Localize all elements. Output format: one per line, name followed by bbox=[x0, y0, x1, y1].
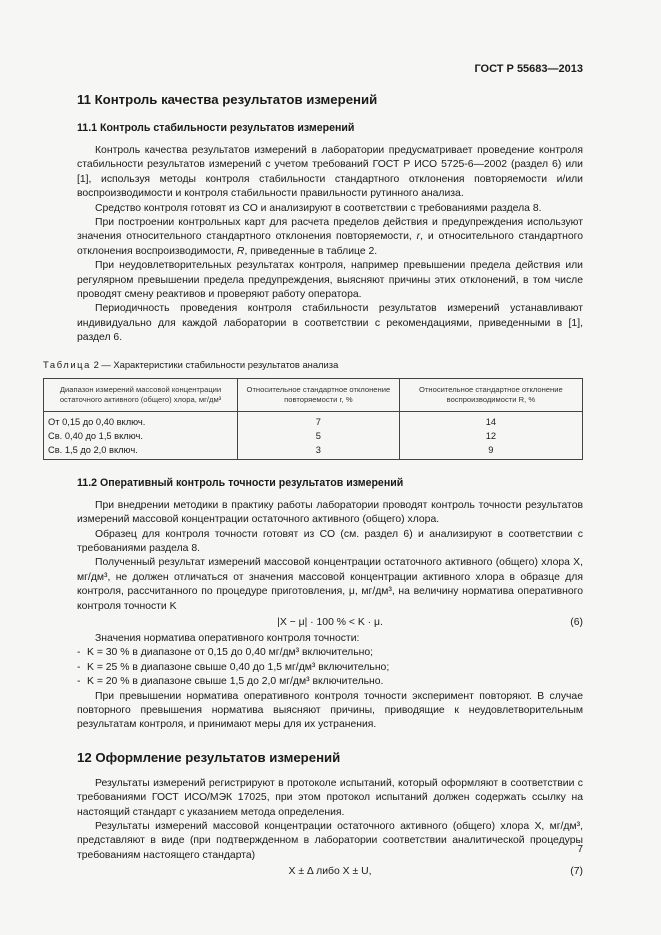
table-cell: 7 bbox=[238, 411, 400, 429]
paragraph: Образец для контроля точности готовят из СО (см. раздел 6) и анализируют в соответствии с требованиями раздела 8. bbox=[77, 528, 583, 554]
table-cell: 14 bbox=[399, 411, 582, 429]
paragraph: При построении контрольных карт для расчета пределов действия и предупреждения используют значения относительного стандартного отклонения повторяемости, r, и относительного стандартного отклонения воспроизводимости, R, приведенные в таблице 2. bbox=[77, 217, 583, 257]
paragraph: Периодичность проведения контроля стабильности результатов измерений устанавливают индивидуально для каждой лаборатории в соответствии с рекомендациями, приведенными в [1], раздел 6. bbox=[77, 303, 583, 344]
table-row bbox=[44, 411, 583, 429]
paragraph: Результаты измерений регистрируют в протоколе испытаний, который оформляют в соответствии с требованиями ГОСТ ИСО/МЭК 17025, при этом протокол испытаний должен содержать ссылку на настоящий стандарт с указанием метода определения. bbox=[77, 777, 583, 818]
table-cell: От 0,15 до 0,40 включ. bbox=[44, 411, 238, 429]
table-caption: Таблица 2 — Характеристики стабильности результатов анализа bbox=[43, 358, 339, 370]
table-row bbox=[44, 429, 583, 443]
table-cell: Св. 1,5 до 2,0 включ. bbox=[44, 443, 238, 459]
page-content bbox=[43, 92, 583, 881]
table-header-range: Диапазон измерений массовой концентрации остаточного активного (общего) хлора, мг/дм³ bbox=[44, 378, 238, 411]
paragraph: Полученный результат измерений массовой концентрации остаточного активного (общего) хлора X, мг/дм³, не должен отличаться от значения массовой концентрации активного хлора в образце для контроля, рассчитанного по процедуре приготовления, μ, мг/дм³, на величину норматива оперативного контроля точности K bbox=[77, 557, 583, 612]
formula-7 bbox=[77, 864, 583, 880]
formula-7-number: (7) bbox=[570, 866, 583, 878]
formula-6-number: (6) bbox=[570, 616, 583, 628]
table-cell: 12 bbox=[399, 429, 582, 443]
formula-6 bbox=[77, 615, 583, 631]
stability-table bbox=[43, 378, 583, 460]
table-row bbox=[44, 443, 583, 459]
table-header-repeatability: Относительное стандартное отклонение повторяемости r, % bbox=[238, 378, 400, 411]
page-number: 7 bbox=[577, 844, 583, 855]
formula-6-expression: |X − μ| · 100 % < K · μ. bbox=[277, 616, 383, 628]
subsection-11-1-title: 11.1 Контроль стабильности результатов измерений bbox=[77, 122, 355, 134]
document-code: ГОСТ Р 55683—2013 bbox=[474, 63, 583, 75]
formula-7-expression: X ± Δ либо X ± U, bbox=[288, 866, 372, 878]
table-header-reproducibility: Относительное стандартное отклонение воспроизводимости R, % bbox=[399, 378, 582, 411]
paragraph: При неудовлетворительных результатах контроля, например превышении предела действия или регулярном превышении предела предупреждения, выясняют причины этих отклонений, в том числе проводят смену реактивов и проверяют работу оператора. bbox=[77, 260, 583, 301]
subsection-11-2-title: 11.2 Оперативный контроль точности результатов измерений bbox=[77, 476, 404, 489]
paragraph: Результаты измерений массовой концентрации остаточного активного (общего) хлора X, мг/дм³, представляют в виде (при подтвержденном в лаборатории соответствии аналитической процедуры требованиям настоящего стандарта) bbox=[77, 821, 583, 861]
table-cell: 3 bbox=[238, 443, 400, 459]
section-11-title: 11 Контроль качества результатов измерений bbox=[77, 92, 378, 107]
table-cell: 5 bbox=[238, 429, 400, 443]
section-12-title: 12 Оформление результатов измерений bbox=[77, 749, 341, 765]
paragraph: Средство контроля готовят из СО и анализируют в соответствии с требованиями раздела 8. bbox=[95, 202, 542, 214]
paragraph: Значения норматива оперативного контроля точности: bbox=[95, 632, 360, 644]
paragraph: При превышении норматива оперативного контроля точности эксперимент повторяют. В случае повторного превышения норматива выясняют причины, приводящие к неудовлетворительным результатам контроля, и принимают меры для их устранения. bbox=[77, 690, 583, 731]
table-cell: 9 bbox=[399, 443, 582, 459]
list-item: - K = 30 % в диапазоне от 0,15 до 0,40 мг/дм³ включительно; bbox=[77, 647, 374, 659]
list-item: - K = 25 % в диапазоне свыше 0,40 до 1,5 мг/дм³ включительно; bbox=[77, 661, 390, 673]
paragraph: Контроль качества результатов измерений в лаборатории предусматривает проведение контроля стабильности результатов измерений с учетом требований ГОСТ Р ИСО 5725-6—2002 (раздел 6) или [1], используя методы контроля стабильности стандартного отклонения повторяемости и/или воспроизводимости и контроля стабильности правильности рутинного анализа. bbox=[77, 145, 583, 200]
list-item: - K = 20 % в диапазоне свыше 1,5 до 2,0 мг/дм³ включительно. bbox=[77, 676, 384, 688]
table-cell: Св. 0,40 до 1,5 включ. bbox=[44, 429, 238, 443]
paragraph: При внедрении методики в практику работы лаборатории проводят контроль точности результатов измерений массовой концентрации остаточного активного (общего) хлора. bbox=[77, 499, 583, 526]
